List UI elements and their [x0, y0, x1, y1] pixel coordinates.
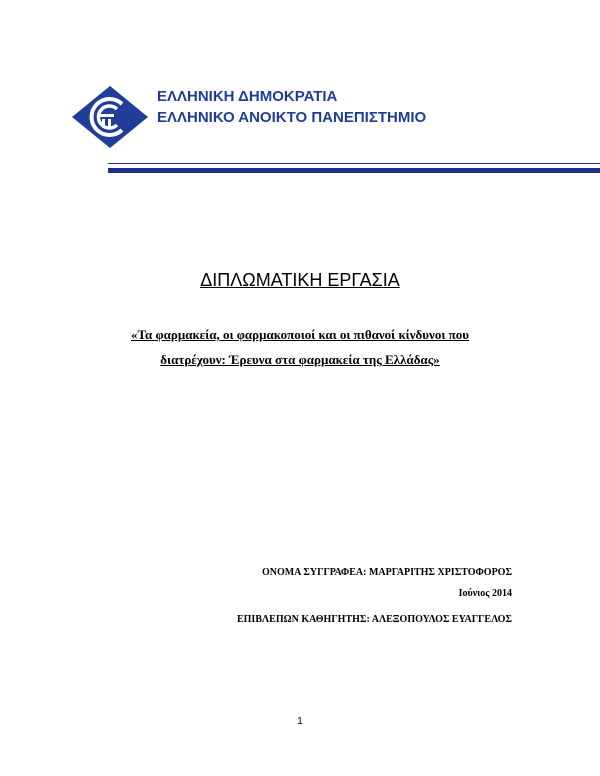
thesis-subtitle — [80, 322, 520, 372]
institution-line-2: ΕΛΛΗΝΙΚΟ ΑΝΟΙΚΤΟ ΠΑΝΕΠΙΣΤΗΜΙΟ — [157, 109, 427, 126]
author-line: ΟΝΟΜΑ ΣΥΓΓΡΑΦΕΑ: ΜΑΡΓΑΡΙΤΗΣ ΧΡΙΣΤΟΦΟΡΟΣ — [261, 567, 512, 578]
supervisor-line: ΕΠΙΒΛΕΠΩΝ ΚΑΘΗΓΗΤΗΣ: ΑΛΕΞΟΠΟΥΛΟΣ ΕΥΑΓΓΕΛΟΣ — [236, 614, 512, 625]
institution-line-1: ΕΛΛΗΝΙΚΗ ΔΗΜΟΚΡΑΤΙΑ — [157, 88, 338, 105]
subtitle-line-2: διατρέχουν: Έρευνα στα φαρμακεία της Ελλάδας» — [160, 352, 440, 367]
subtitle-line-1: «Τα φαρμακεία, οι φαρμακοποιοί και οι πιθανοί κίνδυνοι που — [131, 327, 469, 342]
university-emblem-icon — [70, 84, 150, 150]
institution-header — [157, 86, 426, 128]
header-divider-thin — [108, 163, 600, 164]
date-line: Ιούνιος 2014 — [458, 588, 512, 599]
document-title: ΔΙΠΛΩΜΑΤΙΚΗ ΕΡΓΑΣΙΑ — [200, 270, 400, 290]
header-divider-thick — [108, 168, 600, 173]
page-number: 1 — [297, 716, 303, 727]
